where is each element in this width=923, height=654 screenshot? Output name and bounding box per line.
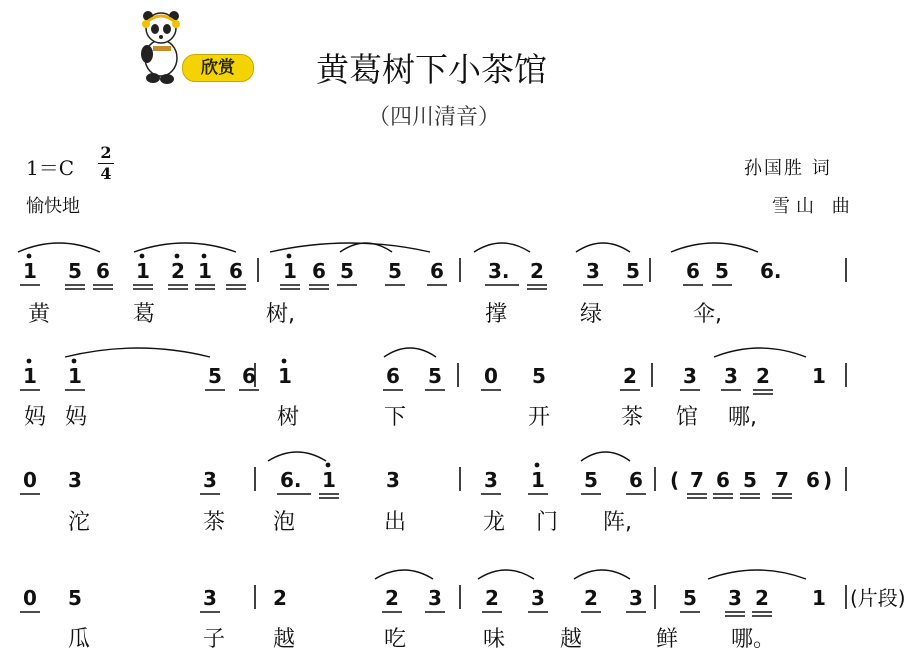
- slur: [671, 243, 758, 252]
- note: 7: [775, 468, 789, 492]
- note: 1: [322, 468, 336, 492]
- note: 3: [531, 586, 545, 610]
- note: 1: [198, 259, 212, 283]
- note: 1: [283, 259, 297, 283]
- badge-label: 欣赏: [201, 58, 235, 78]
- note: 5: [626, 259, 640, 283]
- note: 3: [68, 468, 82, 492]
- slur: [134, 243, 236, 252]
- composer-credit: 雪山 曲: [772, 196, 856, 217]
- slur: [478, 570, 534, 579]
- lyric: 伞,: [693, 302, 722, 327]
- note: 5: [208, 364, 222, 388]
- octave-dot: [140, 254, 145, 259]
- note: 5: [68, 259, 82, 283]
- lyric: 泡: [273, 510, 296, 535]
- note: 2: [756, 364, 770, 388]
- slur: [474, 243, 530, 252]
- octave-dot: [535, 463, 540, 468]
- slur: [708, 570, 806, 579]
- slur: [714, 348, 806, 357]
- note: 5: [584, 468, 598, 492]
- tempo-marking: 愉快地: [26, 196, 80, 217]
- note: 2: [273, 586, 287, 610]
- lyric: 出: [384, 510, 407, 535]
- lyric: 葛: [133, 302, 156, 327]
- lyric: 撑: [485, 302, 508, 327]
- note: 3: [586, 259, 600, 283]
- note: 2: [485, 586, 499, 610]
- lyric: 吃: [384, 627, 407, 652]
- note: 6: [229, 259, 243, 283]
- note: 6: [96, 259, 110, 283]
- lyricist-credit: 孙国胜 词: [744, 158, 832, 179]
- time-signature-bottom: 4: [100, 164, 112, 183]
- note: 5: [428, 364, 442, 388]
- note: 3: [728, 586, 742, 610]
- note: 2: [584, 586, 598, 610]
- slur: [384, 348, 436, 357]
- note: 6: [386, 364, 400, 388]
- slur: [268, 452, 326, 461]
- note: 1: [136, 259, 150, 283]
- note: 1: [278, 364, 292, 388]
- lyric: 绿: [580, 302, 603, 327]
- lyric: 味: [483, 627, 506, 652]
- octave-dot: [72, 359, 77, 364]
- lyric: 瓜: [68, 627, 91, 652]
- page-title: 黄葛树下小茶馆: [316, 50, 547, 89]
- key-signature: 1＝C: [26, 156, 75, 180]
- note: 6.: [760, 259, 782, 283]
- note: 2: [755, 586, 769, 610]
- note: 3: [386, 468, 400, 492]
- lyric: 妈: [24, 405, 47, 430]
- note: 1: [68, 364, 82, 388]
- note: 3: [203, 586, 217, 610]
- note: 6: [312, 259, 326, 283]
- note: 2: [530, 259, 544, 283]
- octave-dot: [27, 359, 32, 364]
- octave-dot: [287, 254, 292, 259]
- lyric: 开: [528, 405, 551, 430]
- octave-dot: [326, 463, 331, 468]
- lyric: 下: [384, 405, 407, 430]
- excerpt-label: (片段): [850, 586, 906, 610]
- note: 3: [484, 468, 498, 492]
- slur: [270, 243, 430, 252]
- lyric: 茶: [621, 405, 644, 430]
- note: 5: [68, 586, 82, 610]
- note: 5: [683, 586, 697, 610]
- note: 1: [531, 468, 545, 492]
- note: 7: [690, 468, 704, 492]
- note: 3.: [488, 259, 510, 283]
- note: ): [823, 468, 833, 492]
- slur: [576, 243, 630, 252]
- note: 1: [23, 364, 37, 388]
- lyric: 沱: [68, 510, 91, 535]
- lyric: 树,: [266, 302, 295, 327]
- lyric: 子: [203, 627, 226, 652]
- lyric: 树: [277, 405, 300, 430]
- lyric: 门: [536, 510, 559, 535]
- note: 3: [724, 364, 738, 388]
- slur: [581, 452, 630, 461]
- note: 1: [812, 364, 826, 388]
- lyric: 黄: [28, 302, 51, 327]
- slur: [574, 570, 630, 579]
- note: 3: [428, 586, 442, 610]
- note: 5: [743, 468, 757, 492]
- octave-dot: [27, 254, 32, 259]
- lyric: 哪。: [731, 627, 776, 652]
- note: 2: [385, 586, 399, 610]
- note: 6.: [280, 468, 302, 492]
- note: 5: [532, 364, 546, 388]
- note: (: [670, 468, 680, 492]
- lyric: 鲜: [656, 627, 679, 652]
- note: 6: [686, 259, 700, 283]
- lyric: 茶: [203, 510, 226, 535]
- lyric: 阵,: [603, 510, 632, 535]
- note: 3: [629, 586, 643, 610]
- note: 2: [623, 364, 637, 388]
- slur: [65, 348, 210, 357]
- note: 3: [203, 468, 217, 492]
- lyric: 妈: [65, 405, 88, 430]
- note: 6: [629, 468, 643, 492]
- note: 1: [23, 259, 37, 283]
- note: 0: [23, 468, 37, 492]
- octave-dot: [282, 359, 287, 364]
- page-subtitle: （四川清音）: [368, 105, 501, 130]
- note: 6: [806, 468, 820, 492]
- octave-dot: [175, 254, 180, 259]
- note: 6: [716, 468, 730, 492]
- note: 2: [171, 259, 185, 283]
- note: 6: [242, 364, 256, 388]
- note: 5: [388, 259, 402, 283]
- slur: [18, 243, 100, 252]
- note: 1: [812, 586, 826, 610]
- time-signature-top: 2: [100, 143, 112, 162]
- note: 0: [23, 586, 37, 610]
- lyric: 龙: [483, 510, 506, 535]
- note: 5: [340, 259, 354, 283]
- lyric: 馆: [676, 405, 699, 430]
- slur: [375, 570, 433, 579]
- lyric: 哪,: [728, 405, 757, 430]
- lyric: 越: [560, 627, 583, 652]
- note: 5: [715, 259, 729, 283]
- note: 3: [683, 364, 697, 388]
- octave-dot: [202, 254, 207, 259]
- note: 0: [484, 364, 498, 388]
- note: 6: [430, 259, 444, 283]
- lyric: 越: [273, 627, 296, 652]
